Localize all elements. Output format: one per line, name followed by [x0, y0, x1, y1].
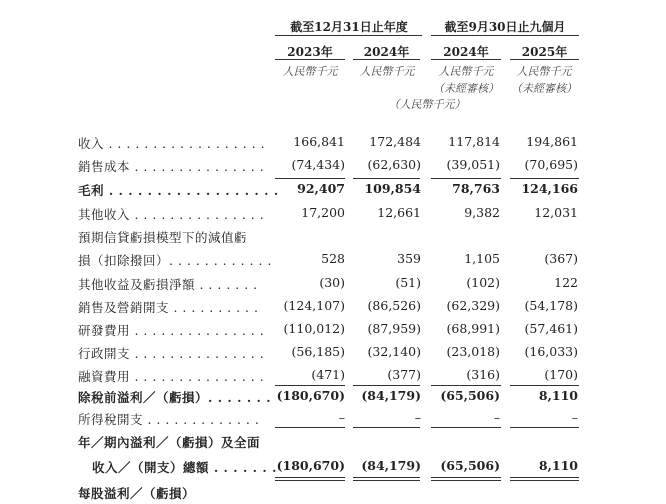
row-label: 年／期內溢利／（虧損）及全面: [78, 435, 261, 450]
cell-value: –: [414, 410, 421, 425]
cell-value: (23,018): [446, 344, 500, 359]
table-row: [0, 298, 666, 318]
cell-value: 17,200: [301, 205, 345, 220]
table-row: [0, 458, 666, 478]
row-label: 行政開支 . . . . . . . . . . . . . . .: [78, 346, 265, 361]
cell-value: (57,461): [524, 321, 578, 336]
row-label: 預期信貸虧損模型下的減值虧: [78, 230, 248, 245]
row-label: 損（扣除撥回）. . . . . . . . . . . .: [78, 253, 272, 268]
cell-value: (87,959): [367, 321, 421, 336]
cell-value: 1,105: [464, 251, 500, 266]
cell-value: 8,110: [538, 388, 578, 403]
cell-value: (471): [311, 367, 345, 382]
cell-value: 359: [397, 251, 421, 266]
cell-value: (62,630): [367, 157, 421, 172]
cell-value: –: [338, 410, 345, 425]
row-label: 融資費用 . . . . . . . . . . . . . . .: [78, 369, 265, 384]
table-row: [0, 134, 666, 154]
cell-value: 528: [321, 251, 345, 266]
cell-value: (39,051): [446, 157, 500, 172]
cell-value: (56,185): [291, 344, 345, 359]
cell-value: 78,763: [452, 181, 500, 196]
cell-value: (180,670): [276, 388, 345, 403]
row-label: 銷售及營銷開支 . . . . . . . . . .: [78, 300, 259, 315]
cell-value: –: [571, 410, 578, 425]
table-row: [0, 484, 666, 504]
cell-value: (70,695): [524, 157, 578, 172]
cell-value: (84,179): [361, 458, 421, 473]
table-row: [0, 433, 666, 453]
cell-value: (16,033): [524, 344, 578, 359]
header-year-group: 截至12月31日止年度: [290, 20, 408, 34]
row-label: 除稅前溢利／（虧損）. . . . . . .: [78, 390, 272, 405]
header-nine-month-group: 截至9月30日止九個月: [444, 20, 566, 34]
row-label: 所得稅開支 . . . . . . . . . . . . .: [78, 412, 260, 427]
table-row: [0, 367, 666, 387]
cell-value: (65,506): [440, 458, 500, 473]
cell-value: 12,031: [534, 205, 578, 220]
cell-value: (54,178): [524, 298, 578, 313]
unit-paren-label: （人民幣千元）: [388, 98, 466, 111]
table-row: [0, 228, 666, 248]
row-label: 其他收入 . . . . . . . . . . . . . . .: [78, 207, 265, 222]
cell-value: (124,107): [283, 298, 345, 313]
cell-value: (32,140): [367, 344, 421, 359]
cell-value: 124,166: [521, 181, 578, 196]
cell-value: (316): [466, 367, 500, 382]
row-label: 收入 . . . . . . . . . . . . . . . . . .: [78, 136, 266, 151]
table-row: [0, 275, 666, 295]
table-row: [0, 388, 666, 408]
cell-value: (68,991): [446, 321, 500, 336]
cell-value: (51): [395, 275, 421, 290]
cell-value: (367): [544, 251, 578, 266]
unaudited-label: （未經審核）: [433, 82, 499, 95]
col-2023: 2023年: [287, 45, 333, 59]
cell-value: 109,854: [364, 181, 421, 196]
cell-value: (102): [466, 275, 500, 290]
unit-label: 人民幣千元: [359, 65, 415, 78]
cell-value: (62,329): [446, 298, 500, 313]
cell-value: 194,861: [526, 134, 578, 149]
table-row: [0, 251, 666, 271]
table-row: [0, 157, 666, 177]
cell-value: (170): [544, 367, 578, 382]
unaudited-label: （未經審核）: [511, 82, 577, 95]
table-row: [0, 181, 666, 201]
row-label: 每股溢利／（虧損）: [78, 486, 196, 501]
col-2024: 2024年: [363, 45, 410, 59]
cell-value: (74,434): [291, 157, 345, 172]
cell-value: 8,110: [538, 458, 578, 473]
cell-value: (377): [387, 367, 421, 382]
table-row: [0, 205, 666, 225]
cell-value: 9,382: [464, 205, 500, 220]
cell-value: (180,670): [276, 458, 345, 473]
row-label: 毛利 . . . . . . . . . . . . . . . . . .: [78, 183, 279, 198]
row-label: 收入／（開支）總額 . . . . . . .: [92, 460, 277, 475]
table-row: [0, 344, 666, 364]
cell-value: (65,506): [440, 388, 500, 403]
unit-label: 人民幣千元: [282, 65, 338, 78]
unit-label: 人民幣千元: [438, 65, 494, 78]
table-row: [0, 321, 666, 341]
row-label: 銷售成本 . . . . . . . . . . . . . . .: [78, 159, 265, 174]
cell-value: 117,814: [448, 134, 500, 149]
cell-value: 122: [554, 275, 578, 290]
cell-value: (84,179): [361, 388, 421, 403]
cell-value: 12,661: [377, 205, 421, 220]
col-2025-9m: 2025年: [521, 45, 568, 59]
cell-value: –: [493, 410, 500, 425]
unit-label: 人民幣千元: [516, 65, 572, 78]
cell-value: (30): [319, 275, 345, 290]
cell-value: (86,526): [367, 298, 421, 313]
cell-value: 172,484: [369, 134, 421, 149]
col-2024-9m: 2024年: [443, 45, 489, 59]
row-label: 研發費用 . . . . . . . . . . . . . . .: [78, 323, 265, 338]
cell-value: (110,012): [283, 321, 345, 336]
row-label: 其他收益及虧損淨額 . . . . . . .: [78, 277, 258, 292]
cell-value: 92,407: [297, 181, 345, 196]
cell-value: 166,841: [293, 134, 345, 149]
